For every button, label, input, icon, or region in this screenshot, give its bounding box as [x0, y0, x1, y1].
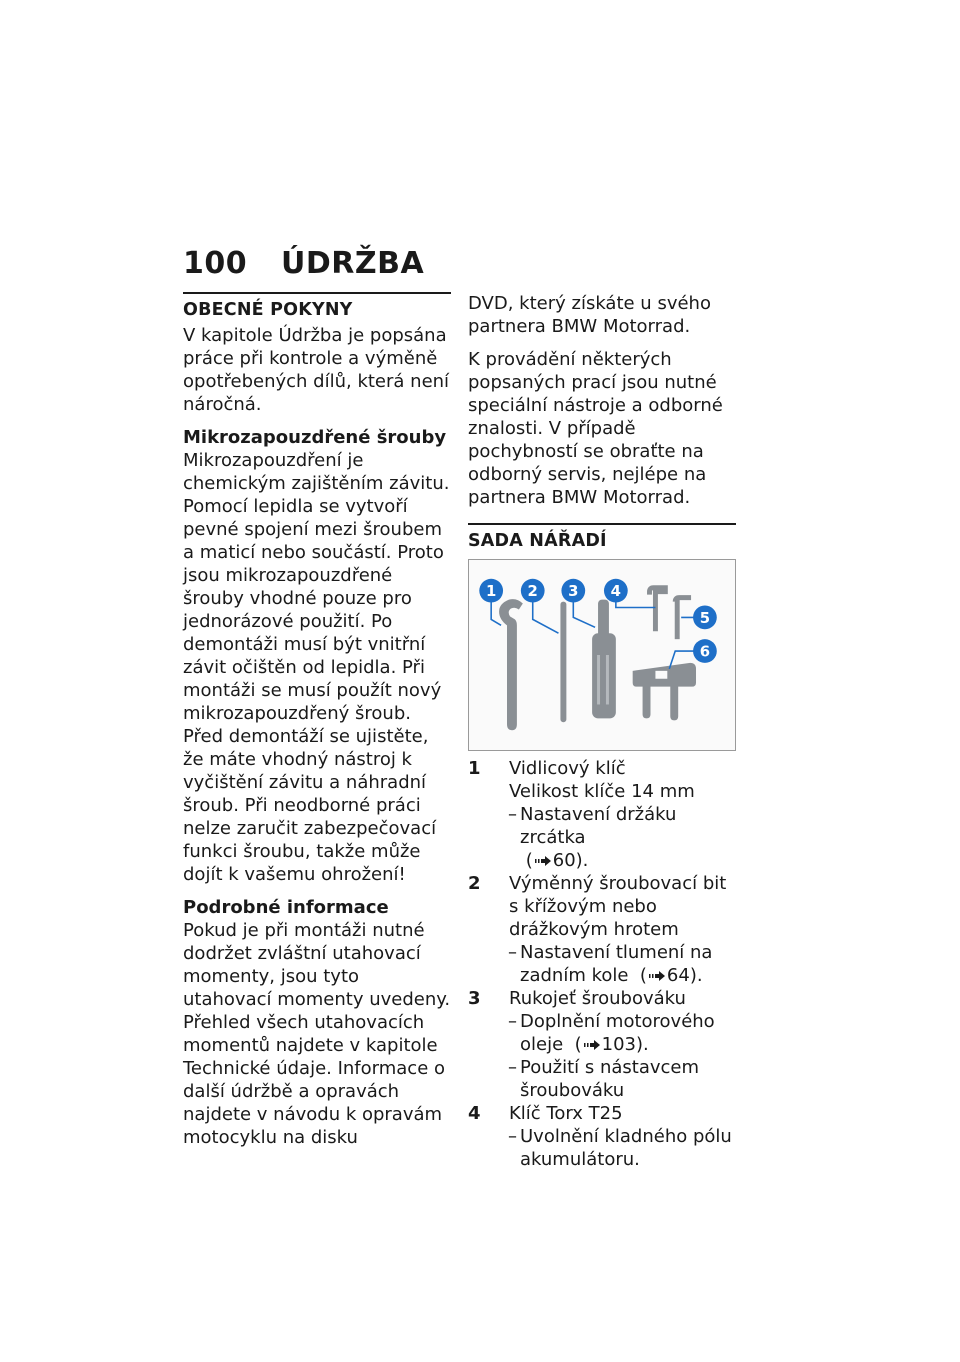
bit-tool — [560, 602, 566, 723]
callout-label-1: 1 — [486, 583, 497, 601]
detail-info-text: Pokud je při montáži nutné dodržet zvláštní utahovací momenty, jsou tyto utahovací momenty uvedeny. Přehled všech utahovacích momentů najdete v kapitole Technické údaje. Informace o další údržbě a opravách najdete v návodu k opravám motocyklu na disku — [183, 920, 451, 1148]
continued-paragraph: DVD, který získáte u svého partnera BMW Motorrad. — [468, 293, 711, 337]
sub-text: Nastavení držáku zrcátka — [520, 804, 677, 848]
callout-label-2: 2 — [527, 583, 538, 601]
legend-item — [468, 1102, 736, 1171]
callout-label-6: 6 — [699, 643, 711, 661]
page-ref-arrow-icon — [535, 856, 551, 866]
legend-number: 3 — [468, 988, 481, 1009]
legend-sub: – Použití s nástavcem šroubováku — [509, 1056, 736, 1102]
page-header — [183, 246, 424, 281]
section-title-toolkit: SADA NÁŘADÍ — [468, 523, 736, 551]
multi-tool — [633, 663, 696, 720]
special-tools-paragraph: K provádění některých popsaných prací jsou nutné speciální nástroje a odborné znalosti. V případě pochybností se obraťte na odborný servis, nejlépe na partnera BMW Motorrad. — [468, 349, 723, 508]
micro-screws-text: Mikrozapouzdření je chemickým zajištěním závitu. Pomocí lepidla se vytvoří pevné spojení mezi šroubem a maticí nebo součástí. Proto jsou mikrozapouzdřené šrouby vhodné pouze pro jednorázové použití. Po demontáži musí být vnitřní závit očištěn od lepidla. Při montáži se musí použít nový mikrozapouzdřený šroub. Před demontáží se ujistěte, že máte vhodný nástroj k vyčištění závitu a náhradní šroub. Při neodborné práci nelze zaručit zabezpečovací funkci šroubu, takže může dojít k vašemu ohrožení! — [183, 450, 450, 885]
callout-label-4: 4 — [610, 583, 622, 601]
legend-title: Klíč Torx T25 — [509, 1103, 623, 1124]
page-ref[interactable]: 103). — [601, 1034, 649, 1055]
right-column — [468, 292, 736, 1171]
sub-text: Nastavení tlumení na zadním kole — [520, 942, 713, 986]
chapter-title: ÚDRŽBA — [281, 246, 425, 281]
screwdriver-handle — [592, 600, 616, 719]
legend-item — [468, 757, 736, 872]
sub-text: Doplnění motorového oleje — [520, 1011, 715, 1055]
callout-label-3: 3 — [568, 583, 579, 601]
legend-number: 4 — [468, 1103, 481, 1124]
legend-sub: – Nastavení držáku zrcátka ( 60). — [508, 804, 677, 871]
toolkit-legend — [468, 757, 736, 1171]
legend-number: 2 — [468, 873, 481, 894]
legend-item — [468, 872, 736, 987]
legend-number: 1 — [468, 758, 481, 779]
sub-text: Uvolnění kladného pólu akumulátoru. — [520, 1126, 732, 1170]
legend-item — [468, 987, 736, 1102]
toolkit-figure — [468, 559, 736, 751]
legend-title: Rukojeť šroubováku — [509, 988, 686, 1009]
legend-title: Vidlicový klíč — [509, 758, 626, 779]
left-column — [183, 292, 451, 1159]
intro-paragraph: V kapitole Údržba je popsána práce při kontrole a výměně opotřebených dílů, která není náročná. — [183, 325, 450, 415]
page-ref[interactable]: 64). — [666, 965, 703, 986]
toolkit-illustration — [469, 560, 735, 750]
legend-detail: Velikost klíče 14 mm — [509, 781, 695, 802]
micro-screws-title: Mikrozapouzdřené šrouby — [183, 427, 447, 448]
legend-sub: – Nastavení tlumení na zadním kole ( 64). — [508, 942, 713, 986]
sub-text: Použití s nástavcem šroubováku — [520, 1057, 700, 1101]
legend-sub: – Uvolnění kladného pólu akumulátoru. — [509, 1125, 736, 1171]
callout-label-5: 5 — [699, 609, 711, 627]
wrench-tool — [499, 599, 523, 730]
legend-sub: – Doplnění motorového oleje ( 103). — [508, 1011, 715, 1055]
page-ref-arrow-icon — [584, 1040, 600, 1050]
detail-info-title: Podrobné informace — [183, 897, 389, 918]
torx-key — [650, 588, 666, 632]
page-ref-arrow-icon — [649, 971, 665, 981]
page-number: 100 — [183, 246, 248, 281]
page-ref[interactable]: 60). — [552, 850, 589, 871]
legend-title: Výměnný šroubovací bit s křížovým nebo drážkovým hrotem — [509, 873, 727, 940]
section-title-general: OBECNÉ POKYNY — [183, 292, 451, 320]
